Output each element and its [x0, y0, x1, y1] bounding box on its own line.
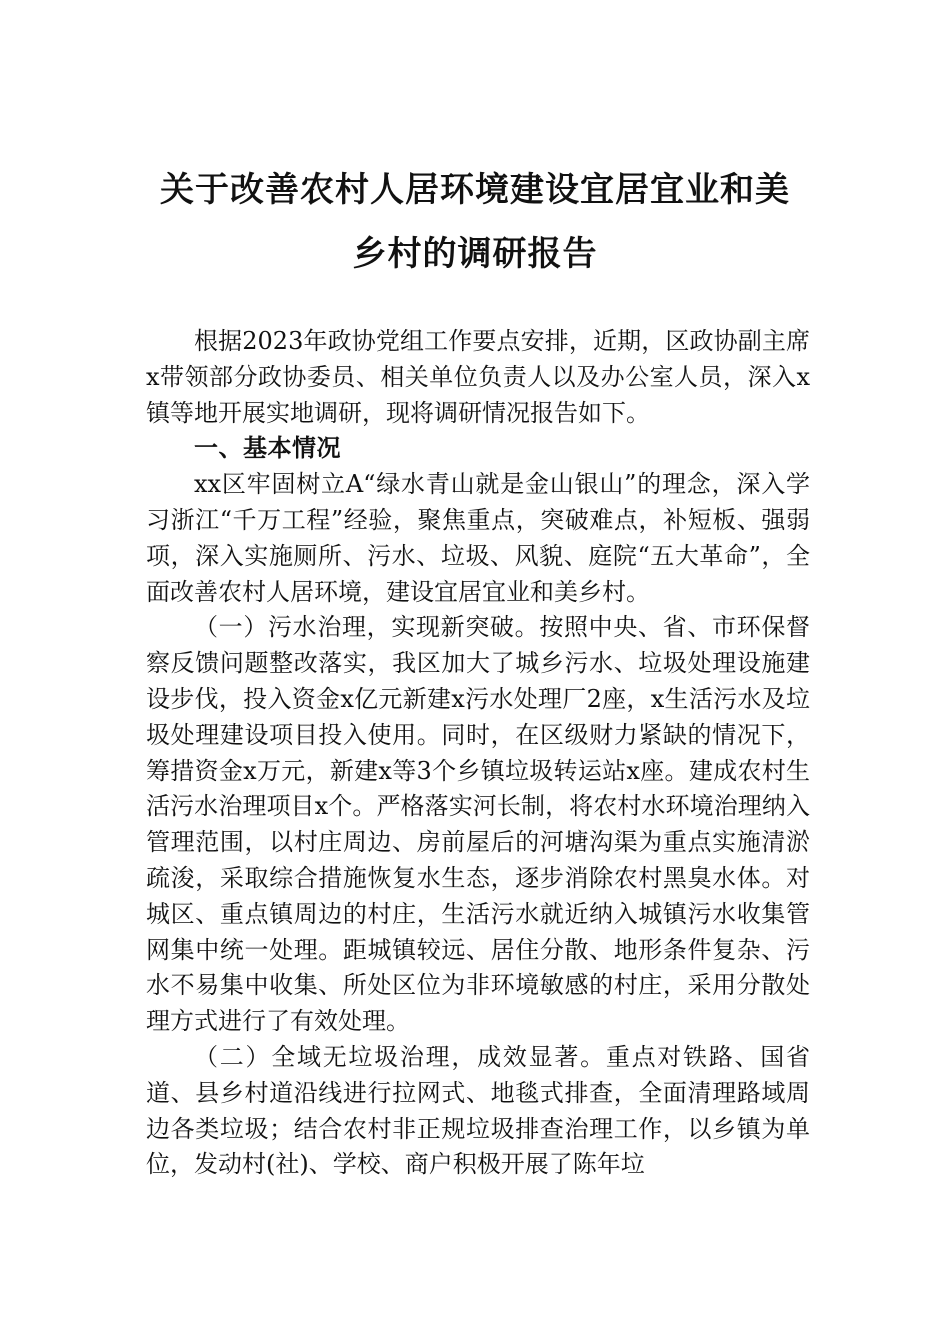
paragraph-sewage-treatment: （一）污水治理，实现新突破。按照中央、省、市环保督察反馈问题整改落实，我区加大了城乡污水、垃圾处理设施建设步伐，投入资金x亿元新建x污水处理厂2座，x生活污水及垃圾处理建设项目投入使用。同时，在区级财力紧缺的情况下，筹措资金x万元，新建x等3个乡镇垃圾转运站x座。建成农村生活污水治理项目x个。严格落实河长制，将农村水环境治理纳入管理范围，以村庄周边、房前屋后的河塘沟渠为重点实施清淤疏浚，采取综合措施恢复水生态，逐步消除农村黑臭水体。对城区、重点镇周边的村庄，生活污水就近纳入城镇污水收集管网集中统一处理。距城镇较远、居住分散、地形条件复杂、污水不易集中收集、所处区位为非环境敏感的村庄，采用分散处理方式进行了有效处理。	[146, 613, 810, 1036]
document-title-line-2: 乡村的调研报告	[352, 234, 598, 274]
section-heading-basic-situation: 一、基本情况	[194, 434, 341, 463]
paragraph-garbage-treatment: （二）全域无垃圾治理，成效显著。重点对铁路、国省道、县乡村道沿线进行拉网式、地毯式排查，全面清理路域周边各类垃圾；结合农村非正规垃圾排查治理工作，以乡镇为单位，发动村(社)、学校、商户积极开展了陈年垃	[146, 1042, 810, 1179]
paragraph-intro: 根据2023年政协党组工作要点安排，近期，区政协副主席x带领部分政协委员、相关单位负责人以及办公室人员，深入x镇等地开展实地调研，现将调研情况报告如下。	[146, 327, 810, 427]
document-title-line-1: 关于改善农村人居环境建设宜居宜业和美	[160, 170, 790, 210]
paragraph-overview: xx区牢固树立A“绿水青山就是金山银山”的理念，深入学习浙江“千万工程”经验，聚焦重点，突破难点，补短板、强弱项，深入实施厕所、污水、垃圾、风貌、庭院“五大革命”，全面改善农村人居环境，建设宜居宜业和美乡村。	[146, 470, 810, 606]
document-body	[146, 324, 810, 1183]
